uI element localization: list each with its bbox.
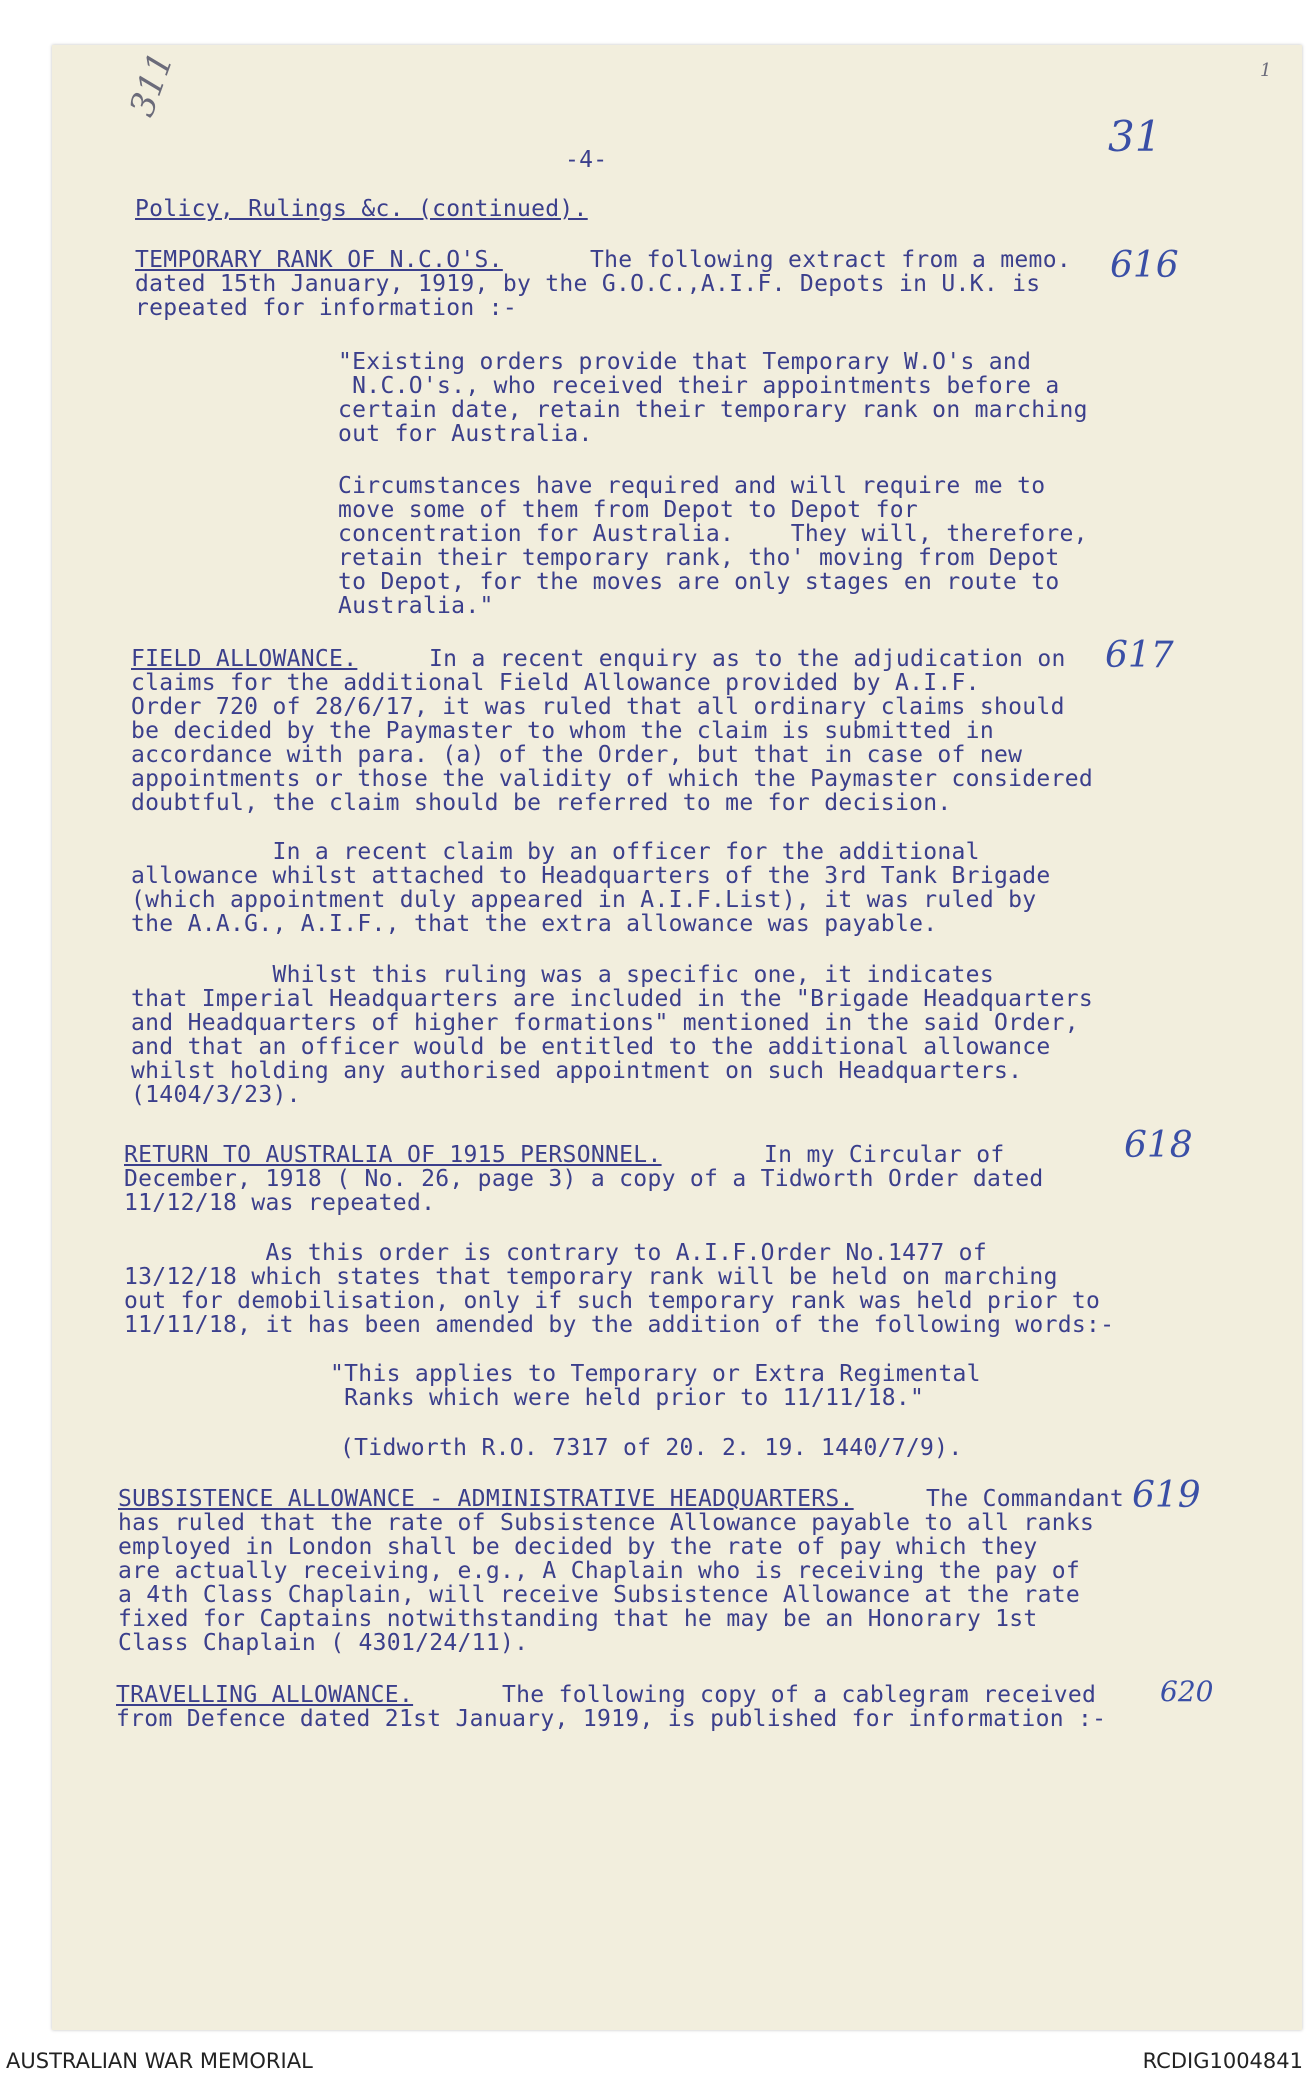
footer-institution: AUSTRALIAN WAR MEMORIAL: [6, 2049, 313, 2073]
corner-mark: 1: [1260, 60, 1272, 81]
folio-ink-number: 31: [1108, 112, 1162, 161]
archive-footer: [0, 2039, 1311, 2081]
field-allowance-paragraph-1: In a recent enquiry as to the adjudication on claims for the additional Field Allowance provided by A.I.F. Order 720 of 28/6/17, it was ruled that all ordinary claims should be decided by the Paymaster to whom the claim is submitted in accordance with para. (a) of the Order, but that in case of new appointments or those the validity of which the Paymaster considered doubtful, the claim should be referred to me for decision.: [131, 646, 1094, 816]
return-to-australia-paragraph-1: In my Circular of December, 1918 ( No. 26, page 3) a copy of a Tidworth Order dated 11/12/18 was repeated.: [124, 1142, 1044, 1216]
margin-note-619: 619: [1132, 1475, 1201, 1516]
section-title-return-to-australia: RETURN TO AUSTRALIA OF 1915 PERSONNEL.: [124, 1142, 662, 1168]
section-title-travelling-allowance: TRAVELLING ALLOWANCE.: [116, 1682, 414, 1708]
temporary-rank-quote-2: Circumstances have required and will require me to move some of them from Depot to Depot for concentration for Australia. They will, therefore, retain their temporary rank, tho' moving from Depot to Depot, for the moves are only stages en route to Australia.": [338, 473, 1088, 619]
folio-pencil-number: 311: [122, 47, 182, 122]
margin-note-617: 617: [1105, 635, 1174, 676]
return-to-australia-quote: "This applies to Temporary or Extra Regimental Ranks which were held prior to 11/11/18.": [330, 1361, 981, 1411]
field-allowance-paragraph-2: In a recent claim by an officer for the additional allowance whilst attached to Headquarters of the 3rd Tank Brigade (which appointment duly appeared in A.I.F.List), it was ruled by the A.A.G., A.I.F., that the extra allowance was payable.: [131, 839, 1051, 937]
subsistence-allowance-paragraph: The Commandant has ruled that the rate of Subsistence Allowance payable to all ranks employed in London shall be decided by the rate of pay which they are actually receiving, e.g., A Chaplain who is receiving the pay of a 4th Class Chaplain, will receive Subsistence Allowance at the rate fixed for Captains notwithstanding that he may be an Honorary 1st Class Chaplain ( 4301/24/11).: [118, 1486, 1125, 1656]
page-heading: Policy, Rulings &c. (continued).: [135, 196, 588, 222]
section-title-temporary-rank: TEMPORARY RANK OF N.C.O'S.: [135, 247, 503, 273]
return-to-australia-paragraph-2: As this order is contrary to A.I.F.Order No.1477 of 13/12/18 which states that temporary rank will be held on marching out for demobilisation, only if such temporary rank was held prior to 11/11/18, it has been amended by the addition of the following words:-: [124, 1240, 1115, 1338]
section-title-field-allowance: FIELD ALLOWANCE.: [131, 646, 358, 672]
return-to-australia-reference: (Tidworth R.O. 7317 of 20. 2. 19. 1440/7/9).: [340, 1435, 963, 1461]
margin-note-616: 616: [1110, 245, 1179, 286]
page-number: -4-: [565, 147, 608, 173]
margin-note-618: 618: [1124, 1125, 1193, 1166]
field-allowance-paragraph-3: Whilst this ruling was a specific one, it indicates that Imperial Headquarters are included in the "Brigade Headquarters and Headquarters of higher formations" mentioned in the said Order, and that an officer would be entitled to the additional allowance whilst holding any authorised appointment on such Headquarters. (1404/3/23).: [131, 962, 1094, 1108]
section-title-subsistence-allowance: SUBSISTENCE ALLOWANCE - ADMINISTRATIVE HEADQUARTERS.: [118, 1486, 854, 1512]
travelling-allowance-paragraph: The following copy of a cablegram received from Defence dated 21st January, 1919, is published for information :-: [116, 1682, 1107, 1732]
footer-record-id: RCDIG1004841: [1142, 2049, 1303, 2073]
temporary-rank-intro: The following extract from a memo. dated 15th January, 1919, by the G.O.C.,A.I.F. Depots in U.K. is repeated for information :-: [135, 247, 1072, 321]
temporary-rank-quote-1: "Existing orders provide that Temporary W.O's and N.C.O's., who received their appointments before a certain date, retain their temporary rank on marching out for Australia.: [338, 349, 1088, 447]
margin-note-620: 620: [1160, 1675, 1214, 1708]
